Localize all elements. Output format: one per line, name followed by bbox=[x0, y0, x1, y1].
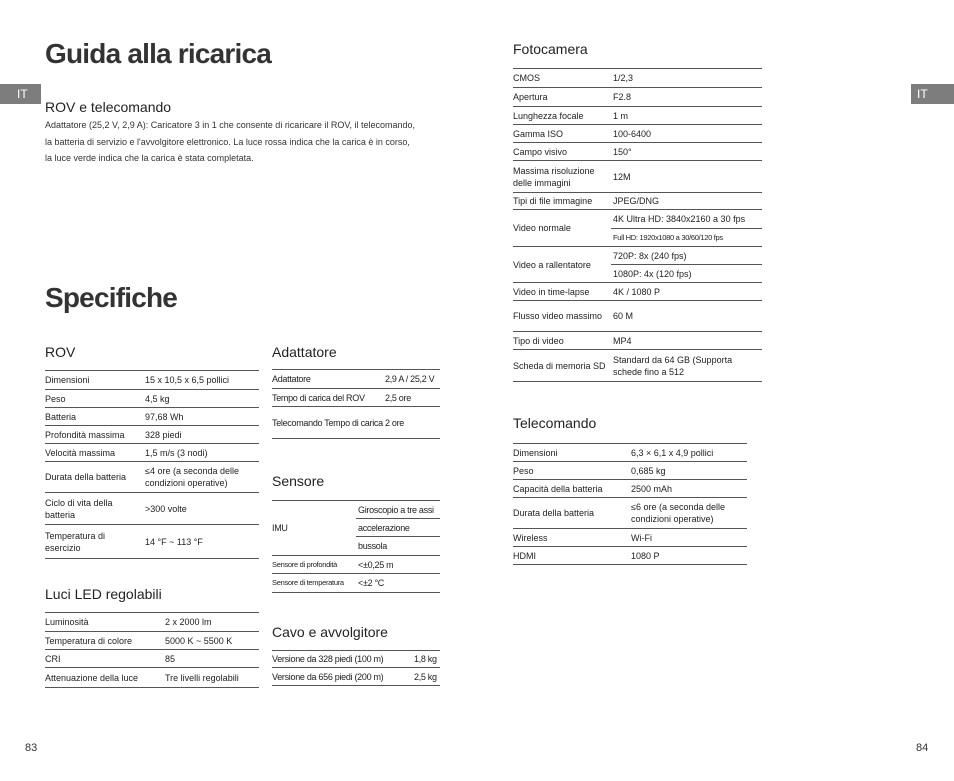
table-row bbox=[45, 390, 259, 408]
spec-value: accelerazione bbox=[356, 519, 440, 537]
table-row bbox=[513, 444, 747, 462]
remote-spec-table bbox=[513, 443, 747, 565]
spec-key: Gamma ISO bbox=[513, 125, 611, 143]
table-row bbox=[45, 650, 259, 668]
table-row bbox=[45, 462, 259, 493]
spec-value: <±2 °C bbox=[356, 574, 440, 593]
spec-key: Ciclo di vita della batteria bbox=[45, 493, 143, 525]
spec-value: 720P: 8x (240 fps) bbox=[611, 247, 762, 265]
spec-value: 14 °F ~ 113 °F bbox=[143, 525, 259, 559]
spec-key: Batteria bbox=[45, 408, 143, 426]
spec-key: Luminosità bbox=[45, 613, 163, 632]
spec-key: Tipo di video bbox=[513, 332, 611, 350]
spec-value: Standard da 64 GB (Supporta schede fino a 512 bbox=[611, 350, 762, 382]
spec-value: ≤6 ore (a seconda delle condizioni operative) bbox=[629, 498, 747, 529]
language-tab-right: IT bbox=[911, 84, 954, 104]
table-row bbox=[45, 426, 259, 444]
spec-value: 2 x 2000 lm bbox=[163, 613, 259, 632]
spec-key: Telecomando Tempo di carica bbox=[272, 407, 383, 439]
table-row bbox=[513, 107, 762, 125]
table-row bbox=[45, 613, 259, 632]
table-row bbox=[513, 547, 747, 565]
table-row bbox=[513, 301, 762, 332]
table-row bbox=[513, 498, 747, 529]
spec-key: Adattatore bbox=[272, 370, 383, 389]
table-row bbox=[513, 247, 762, 265]
table-row bbox=[272, 668, 440, 686]
spec-key: Video normale bbox=[513, 210, 611, 247]
spec-value: Giroscopio a tre assi bbox=[356, 501, 440, 519]
spec-value: 1 m bbox=[611, 107, 762, 125]
table-row bbox=[272, 651, 440, 668]
spec-value: 4,5 kg bbox=[143, 390, 259, 408]
table-row bbox=[272, 501, 440, 519]
adapter-spec-table bbox=[272, 369, 440, 439]
spec-value: Wi-Fi bbox=[629, 529, 747, 547]
spec-key: Peso bbox=[513, 462, 629, 480]
spec-value: 2,5 ore bbox=[383, 389, 440, 407]
spec-key: Capacità della batteria bbox=[513, 480, 629, 498]
spec-value: 2500 mAh bbox=[629, 480, 747, 498]
spec-key: Durata della batteria bbox=[513, 498, 629, 529]
table-row bbox=[513, 350, 762, 382]
table-row bbox=[513, 125, 762, 143]
table-row bbox=[272, 574, 440, 593]
spec-value: 2,9 A / 25,2 V bbox=[383, 370, 440, 389]
spec-value: 100-6400 bbox=[611, 125, 762, 143]
table-row bbox=[513, 480, 747, 498]
spec-value: 85 bbox=[163, 650, 259, 668]
charge-line: la batteria di servizio e l'avvolgitore elettronico. La luce rossa indica che la carica è in corso, bbox=[45, 136, 410, 147]
spec-value: 2,5 kg bbox=[412, 668, 440, 686]
table-row bbox=[513, 529, 747, 547]
spec-key: CMOS bbox=[513, 69, 611, 88]
table-row bbox=[513, 193, 762, 210]
spec-key: Sensore di temperatura bbox=[272, 574, 356, 593]
spec-key: Temperatura di esercizio bbox=[45, 525, 143, 559]
spec-value: 5000 K ~ 5500 K bbox=[163, 632, 259, 650]
table-row bbox=[45, 493, 259, 525]
spec-key: Velocità massima bbox=[45, 444, 143, 462]
spec-value: 1,8 kg bbox=[412, 651, 440, 668]
spec-value: 1,5 m/s (3 nodi) bbox=[143, 444, 259, 462]
spec-value: 60 M bbox=[611, 301, 762, 332]
table-row bbox=[45, 668, 259, 688]
table-row bbox=[513, 332, 762, 350]
table-row bbox=[513, 462, 747, 480]
table-row bbox=[45, 632, 259, 650]
charge-section-heading: ROV e telecomando bbox=[45, 99, 172, 115]
rov-heading: ROV bbox=[45, 344, 76, 360]
spec-value: F2.8 bbox=[611, 88, 762, 107]
spec-value: 1080 P bbox=[629, 547, 747, 565]
cable-spec-table bbox=[272, 650, 440, 686]
spec-value: 0,685 kg bbox=[629, 462, 747, 480]
sensor-spec-table bbox=[272, 500, 440, 593]
page-title-specs: Specifiche bbox=[45, 282, 178, 313]
table-row bbox=[272, 407, 440, 439]
led-spec-table bbox=[45, 612, 259, 688]
spec-value: 12M bbox=[611, 161, 762, 193]
spec-value: 1080P: 4x (120 fps) bbox=[611, 265, 762, 283]
spec-key: HDMI bbox=[513, 547, 629, 565]
cable-heading: Cavo e avvolgitore bbox=[272, 624, 388, 640]
table-row bbox=[513, 143, 762, 161]
table-row bbox=[513, 210, 762, 229]
table-row bbox=[513, 161, 762, 193]
table-row bbox=[45, 444, 259, 462]
spec-value: 97,68 Wh bbox=[143, 408, 259, 426]
spec-key: Temperatura di colore bbox=[45, 632, 163, 650]
page-title-charging: Guida alla ricarica bbox=[45, 38, 272, 69]
spec-value: 1/2,3 bbox=[611, 69, 762, 88]
table-row bbox=[513, 283, 762, 301]
spec-value: bussola bbox=[356, 537, 440, 556]
spec-value: Full HD: 1920x1080 a 30/60/120 fps bbox=[611, 229, 762, 247]
adapter-heading: Adattatore bbox=[272, 344, 337, 360]
table-row bbox=[45, 525, 259, 559]
spec-key: Lunghezza focale bbox=[513, 107, 611, 125]
spec-key: Tempo di carica del ROV bbox=[272, 389, 383, 407]
spec-key: Profondità massima bbox=[45, 426, 143, 444]
charge-line: la luce verde indica che la carica è stata completata. bbox=[45, 153, 254, 163]
spec-value: Tre livelli regolabili bbox=[163, 668, 259, 688]
spec-key: Apertura bbox=[513, 88, 611, 107]
charge-line: Adattatore (25,2 V, 2,9 A): Caricatore 3 in 1 che consente di ricaricare il ROV, il telecomando, bbox=[45, 120, 416, 130]
spec-value: MP4 bbox=[611, 332, 762, 350]
spec-key: Campo visivo bbox=[513, 143, 611, 161]
spec-key: Wireless bbox=[513, 529, 629, 547]
spec-value: 6,3 × 6,1 x 4,9 pollici bbox=[629, 444, 747, 462]
sensor-heading: Sensore bbox=[272, 473, 325, 489]
spec-value: ≤4 ore (a seconda delle condizioni operative) bbox=[143, 462, 259, 493]
rov-spec-table bbox=[45, 370, 259, 559]
spec-value: 328 piedi bbox=[143, 426, 259, 444]
spec-key: Attenuazione della luce bbox=[45, 668, 163, 688]
charge-description bbox=[45, 117, 465, 167]
table-row bbox=[272, 370, 440, 389]
spec-key: Durata della batteria bbox=[45, 462, 143, 493]
spec-value: <±0,25 m bbox=[356, 556, 440, 574]
spec-key: Video in time-lapse bbox=[513, 283, 611, 301]
table-row bbox=[513, 88, 762, 107]
spec-key: Dimensioni bbox=[45, 371, 143, 390]
spec-key: CRI bbox=[45, 650, 163, 668]
spec-key: Flusso video massimo bbox=[513, 301, 611, 332]
spec-value: 2 ore bbox=[383, 407, 440, 439]
spec-key: Scheda di memoria SD bbox=[513, 350, 611, 382]
table-row bbox=[272, 389, 440, 407]
spec-value: JPEG/DNG bbox=[611, 193, 762, 210]
spec-key: Massima risoluzione delle immagini bbox=[513, 161, 611, 193]
led-heading: Luci LED regolabili bbox=[45, 586, 162, 602]
page-number-left: 83 bbox=[25, 742, 38, 754]
table-row bbox=[45, 408, 259, 426]
spec-key: IMU bbox=[272, 501, 356, 556]
page-number-right: 84 bbox=[916, 742, 929, 754]
spec-key: Versione da 656 piedi (200 m) bbox=[272, 668, 412, 686]
spec-key: Dimensioni bbox=[513, 444, 629, 462]
table-row bbox=[45, 371, 259, 390]
spec-value: 15 x 10,5 x 6,5 pollici bbox=[143, 371, 259, 390]
remote-heading: Telecomando bbox=[513, 415, 597, 431]
camera-heading: Fotocamera bbox=[513, 41, 588, 57]
spec-value: 4K Ultra HD: 3840x2160 a 30 fps bbox=[611, 210, 762, 229]
spec-key: Peso bbox=[45, 390, 143, 408]
camera-spec-table bbox=[513, 68, 762, 382]
spec-key: Versione da 328 piedi (100 m) bbox=[272, 651, 412, 668]
table-row bbox=[272, 556, 440, 574]
spec-value: >300 volte bbox=[143, 493, 259, 525]
language-tab-left: IT bbox=[0, 84, 41, 104]
spec-value: 150° bbox=[611, 143, 762, 161]
spec-key: Tipi di file immagine bbox=[513, 193, 611, 210]
spec-key: Sensore di profondità bbox=[272, 556, 356, 574]
spec-value: 4K / 1080 P bbox=[611, 283, 762, 301]
table-row bbox=[513, 69, 762, 88]
spec-key: Video a rallentatore bbox=[513, 247, 611, 283]
